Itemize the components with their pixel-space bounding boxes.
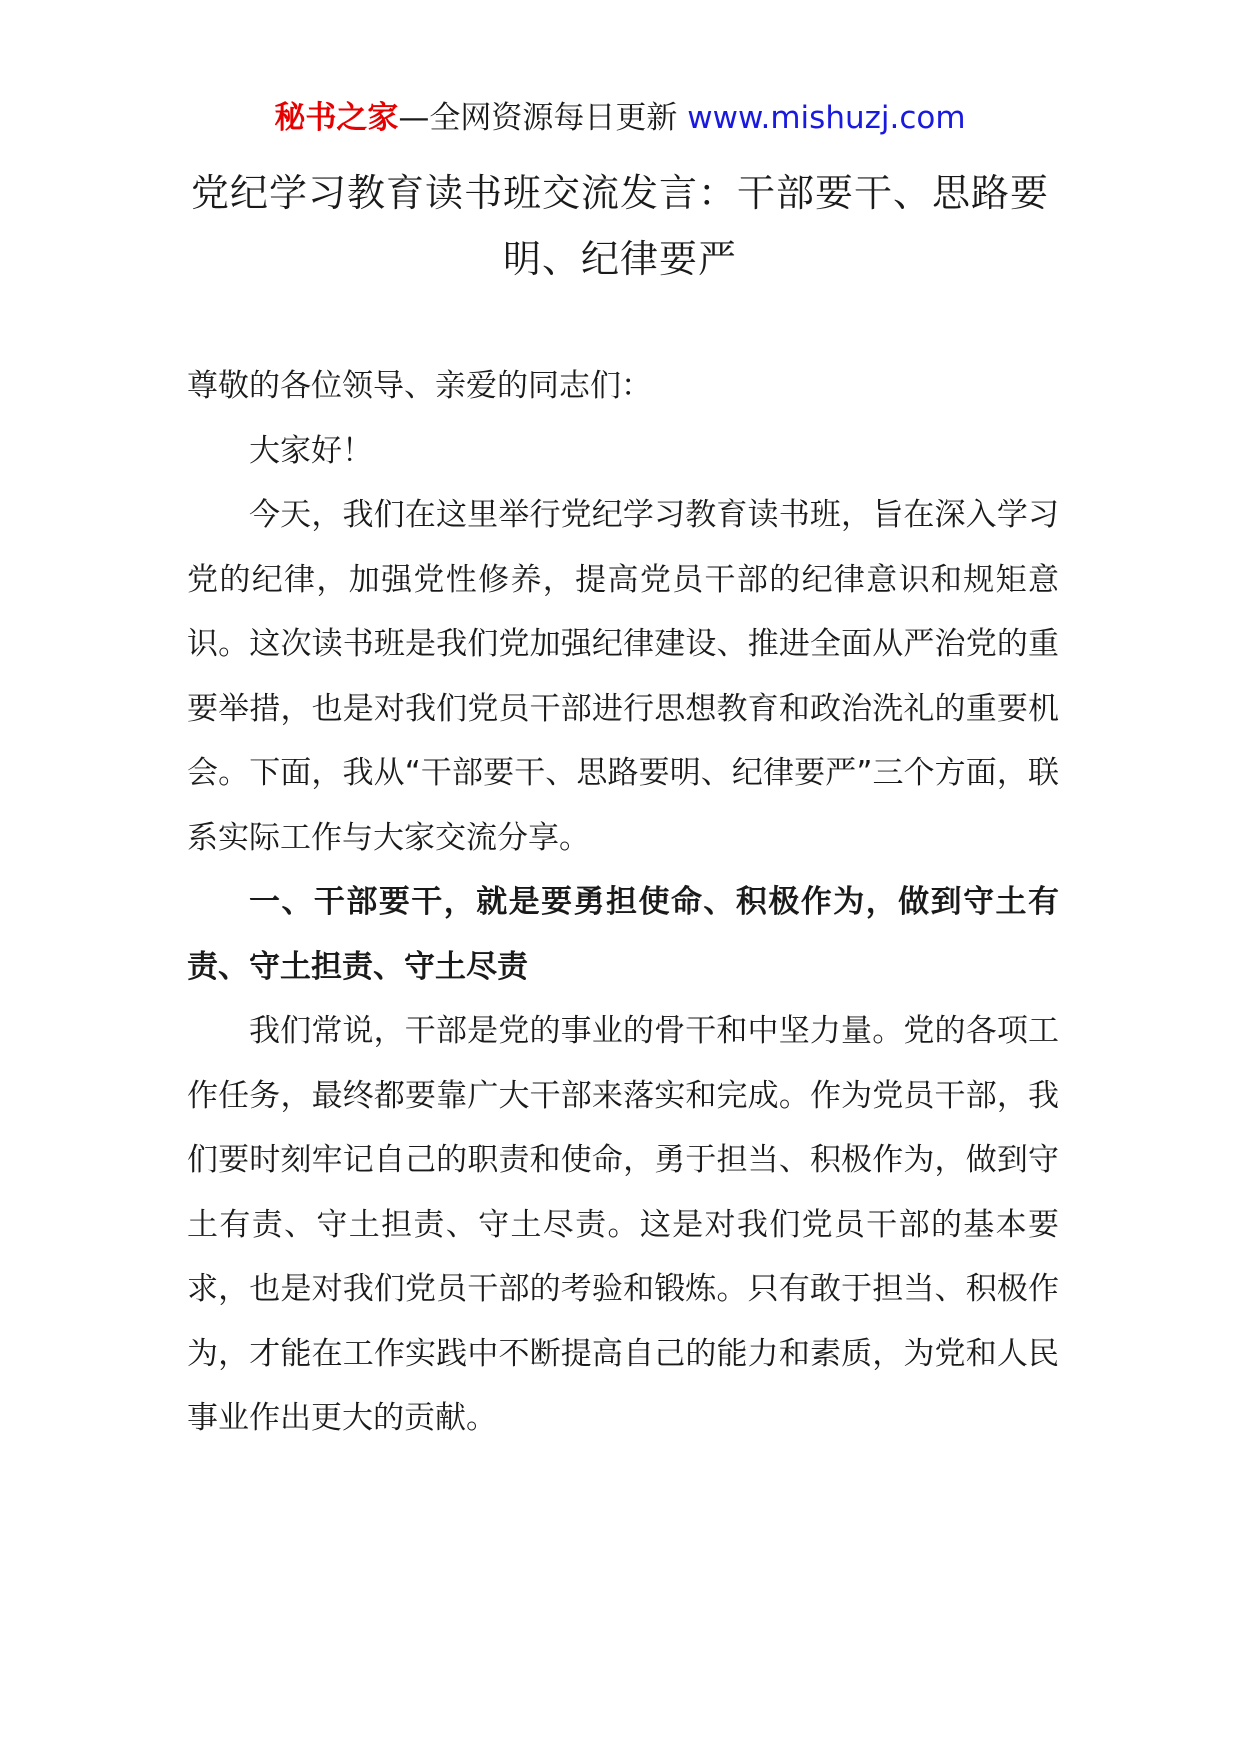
greeting: 大家好！ [249, 432, 373, 469]
document-title: 党纪学习教育读书班交流发言：干部要干、思路要明、纪律要严 [190, 171, 1049, 281]
site-url: www.mishuzj.com [687, 100, 966, 136]
brand-name: 秘书之家 [274, 100, 399, 136]
intro-paragraph: 今天，我们在这里举行党纪学习教育读书班，旨在深入学习党的纪律，加强党性修养，提高党员干部的纪律意识和规矩意识。这次读书班是我们党加强纪律建设、推进全面从严治党的重要举措，也是对我们党员干部进行思想教育和政治洗礼的重要机会。下面，我从“干部要干、思路要明、纪律要严”三个方面，联系实际工作与大家交流分享。 [187, 497, 1059, 856]
salutation: 尊敬的各位领导、亲爱的同志们： [187, 368, 652, 404]
section-paragraph-1: 我们常说，干部是党的事业的骨干和中坚力量。党的各项工作任务，最终都要靠广大干部来落实和完成。作为党员干部，我们要时刻牢记自己的职责和使命，勇于担当、积极作为，做到守土有责、守土担责、守土尽责。这是对我们党员干部的基本要求，也是对我们党员干部的考验和锻炼。只有敢于担当、积极作为，才能在工作实践中不断提高自己的能力和素质，为党和人民事业作出更大的贡献。 [187, 1013, 1059, 1436]
document-body [187, 354, 1059, 1451]
site-header [0, 98, 1240, 138]
section-heading-1: 一、干部要干，就是要勇担使命、积极作为，做到守土有责、守土担责、守土尽责 [187, 884, 1059, 985]
site-tagline: —全网资源每日更新 [398, 100, 678, 136]
